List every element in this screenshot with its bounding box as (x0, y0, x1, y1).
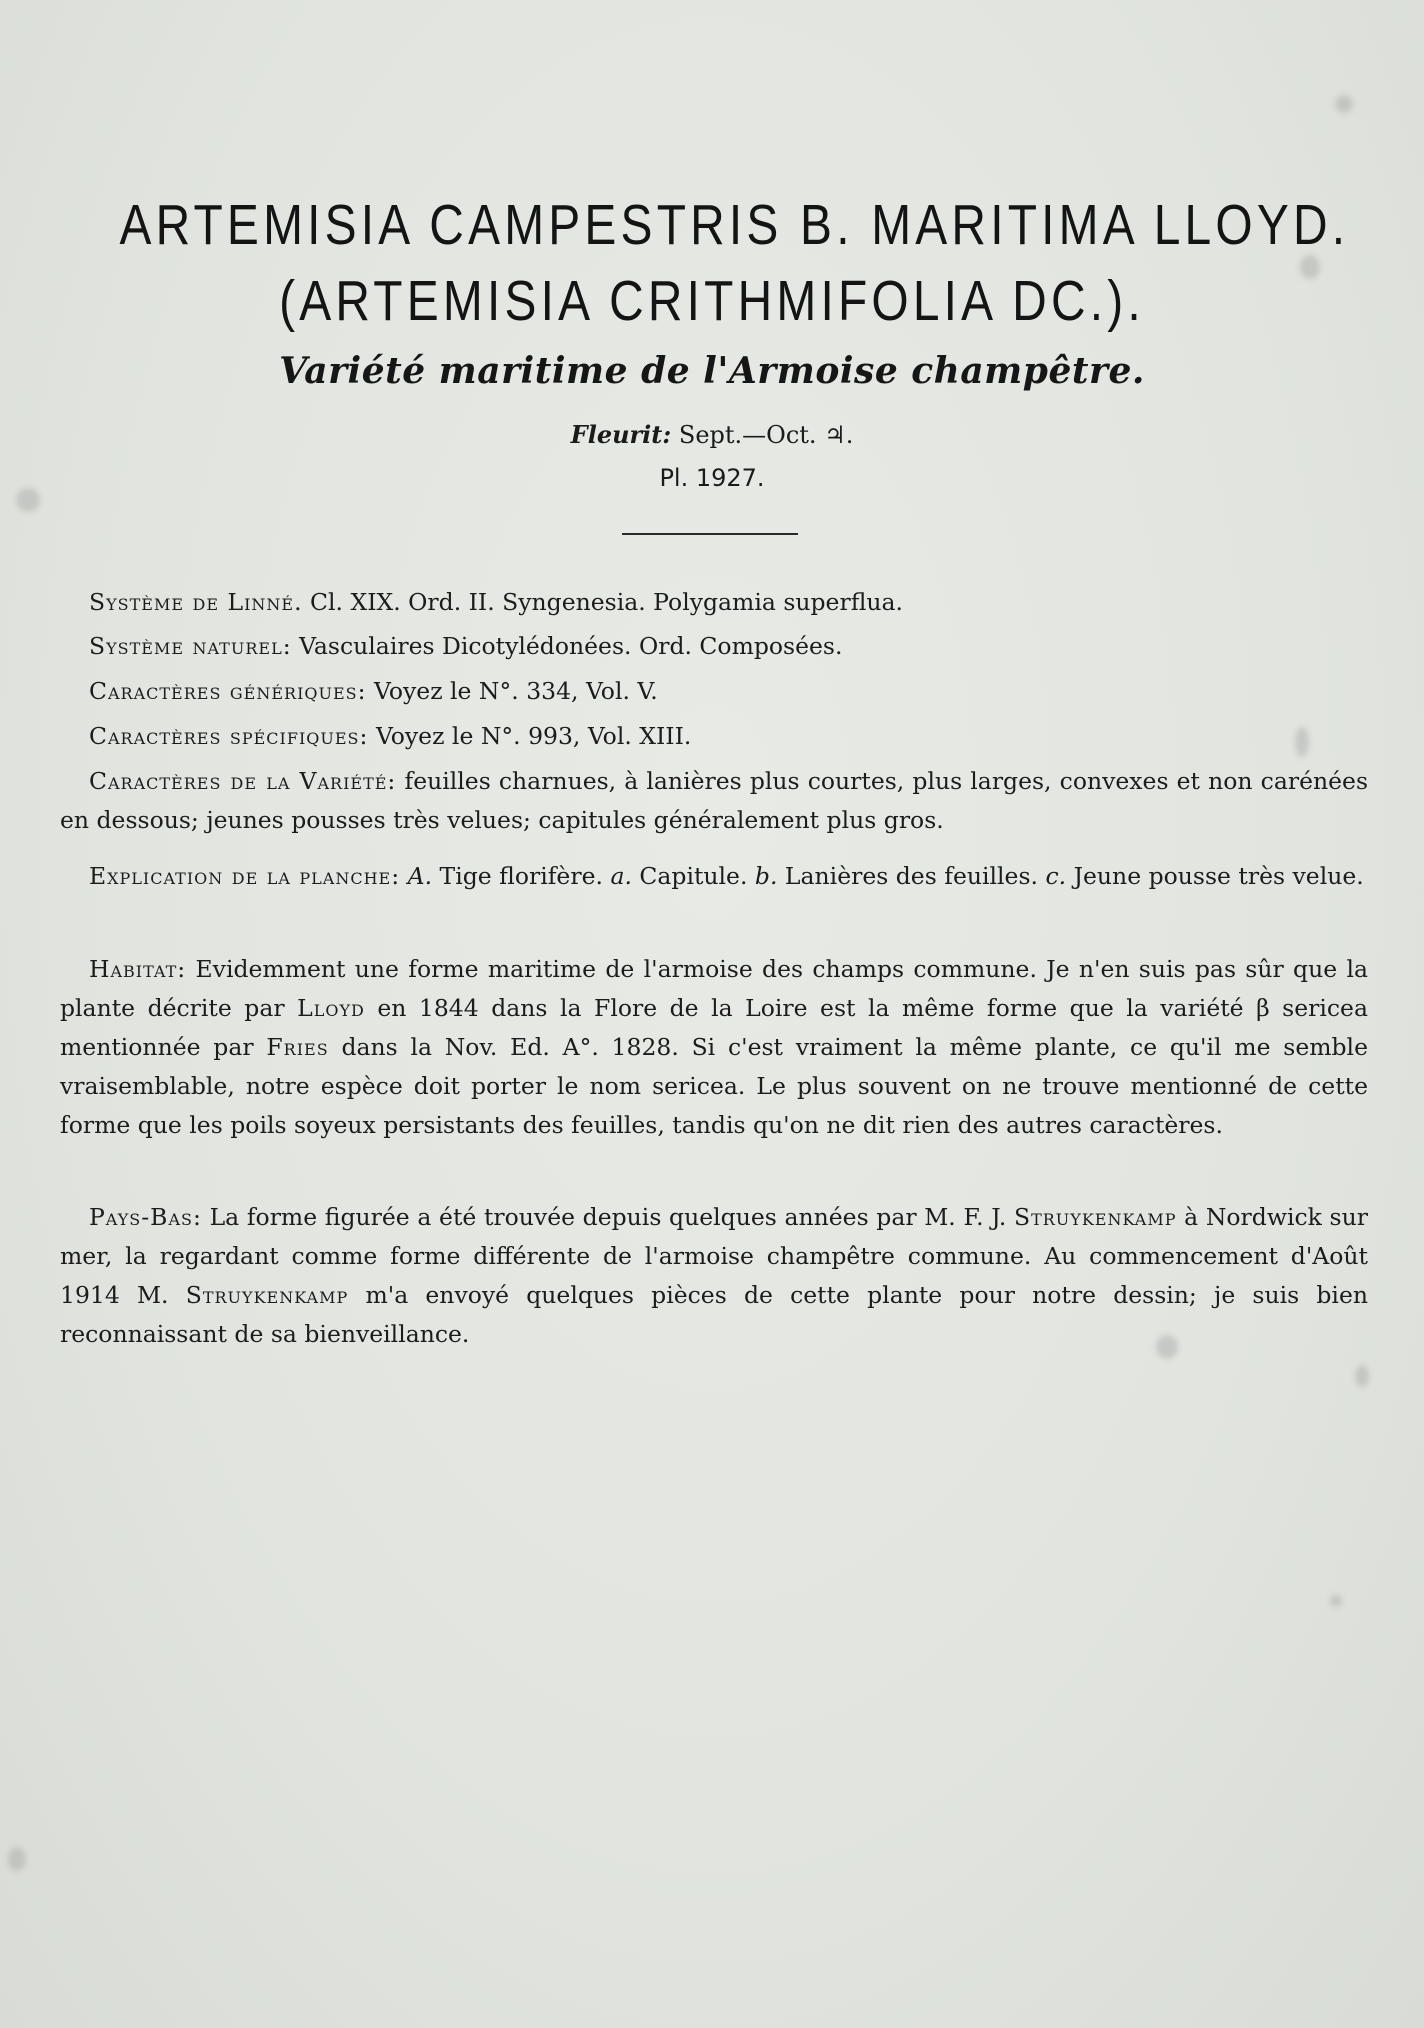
section-label: Habitat: (89, 955, 187, 983)
flowering-value: Sept.—Oct. ♃. (678, 421, 854, 449)
figure-key: c. (1045, 862, 1067, 890)
paragraph-caracteres-specifiques (60, 717, 1368, 756)
figure-caption: Tige florifère. (439, 862, 603, 890)
section-text: feuilles charnues, à lanières plus courtes, plus larges, convexes et non carénées en dessous; jeunes pousses très velues; capitules généralement plus gros. (60, 767, 1369, 834)
section-text: Cl. XIX. Ord. II. Syngenesia. Polygamia superflua. (310, 588, 903, 616)
section-text: Voyez le N°. 334, Vol. V. (374, 677, 658, 705)
section-label: Explication de la planche: (89, 862, 401, 890)
paragraph-systeme-naturel (60, 627, 1368, 666)
section-text: La forme figurée a été trouvée depuis quelques années par M. F. J. (209, 1203, 1007, 1231)
paper-stain (1355, 1365, 1369, 1387)
figure-caption: Capitule. (639, 862, 748, 890)
figure-key: a. (610, 862, 632, 890)
figure-caption: Lanières des feuilles. (784, 862, 1038, 890)
author-name: Lloyd (297, 994, 365, 1022)
page-title-synonym: (ARTEMISIA CRITHMIFOLIA DC.). (279, 269, 1145, 333)
paper-stain (1330, 1595, 1342, 1607)
section-text: dans la Nov. Ed. A°. 1828. Si c'est vraiment la même plante, ce qu'il me semble vraisemblable, notre espèce doit porter le nom sericea. Le plus souvent on ne trouve mentionné de cette forme que les poils soyeux persistants des feuilles, tandis qu'on ne dit rien des autres caractères. (60, 1033, 1368, 1139)
section-label: Système de Linné. (89, 588, 303, 616)
divider (622, 533, 798, 535)
plate-number: Pl. 1927. (659, 464, 765, 492)
section-label: Système naturel: (89, 632, 292, 660)
page-subtitle: Variété maritime de l'Armoise champêtre. (279, 350, 1145, 392)
section-label: Caractères génériques: (89, 677, 367, 705)
section-text: en 1844 dans la Flore de la Loire est la même forme que la variété β sericea mentionnée par (60, 994, 1368, 1061)
section-label: Caractères de la Variété: (89, 767, 397, 795)
page-title: ARTEMISIA CAMPESTRIS B. MARITIMA LLOYD. (119, 193, 1350, 257)
paper-stain (1335, 95, 1353, 113)
section-text: m'a envoyé quelques pièces de cette plante pour notre dessin; je suis bien reconnaissant de sa bienveillance. (60, 1281, 1368, 1348)
paragraph-caracteres-generiques (60, 672, 1368, 711)
section-label: Pays-Bas: (89, 1203, 202, 1231)
paper-stain (8, 1847, 26, 1871)
flowering-label: Fleurit: (570, 420, 672, 449)
person-name: Struykenkamp (1013, 1203, 1177, 1231)
paragraph-linne (60, 583, 1368, 622)
flowering-period (0, 420, 1424, 449)
section-text: Vasculaires Dicotylédonées. Ord. Composées. (299, 632, 843, 660)
section-text: à Nordwick sur mer, la regardant comme forme différente de l'armoise champêtre commune. Au commencement d'Août 1914 M. (60, 1203, 1368, 1309)
paragraph-caracteres-variete (60, 762, 1368, 840)
section-label: Caractères spécifiques: (89, 722, 369, 750)
figure-caption: Jeune pousse très velue. (1073, 862, 1364, 890)
person-name: Struykenkamp (185, 1281, 349, 1309)
author-name: Fries (266, 1033, 329, 1061)
section-text: Evidemment une forme maritime de l'armoise des champs commune. Je n'en suis pas sûr que la plante décrite par (60, 955, 1368, 1022)
paragraph-habitat (60, 950, 1368, 1145)
figure-key: A. (407, 862, 433, 890)
paragraph-pays-bas (60, 1198, 1368, 1354)
figure-key: b. (754, 862, 778, 890)
paragraph-explication (60, 857, 1368, 896)
section-text: Voyez le N°. 993, Vol. XIII. (375, 722, 692, 750)
